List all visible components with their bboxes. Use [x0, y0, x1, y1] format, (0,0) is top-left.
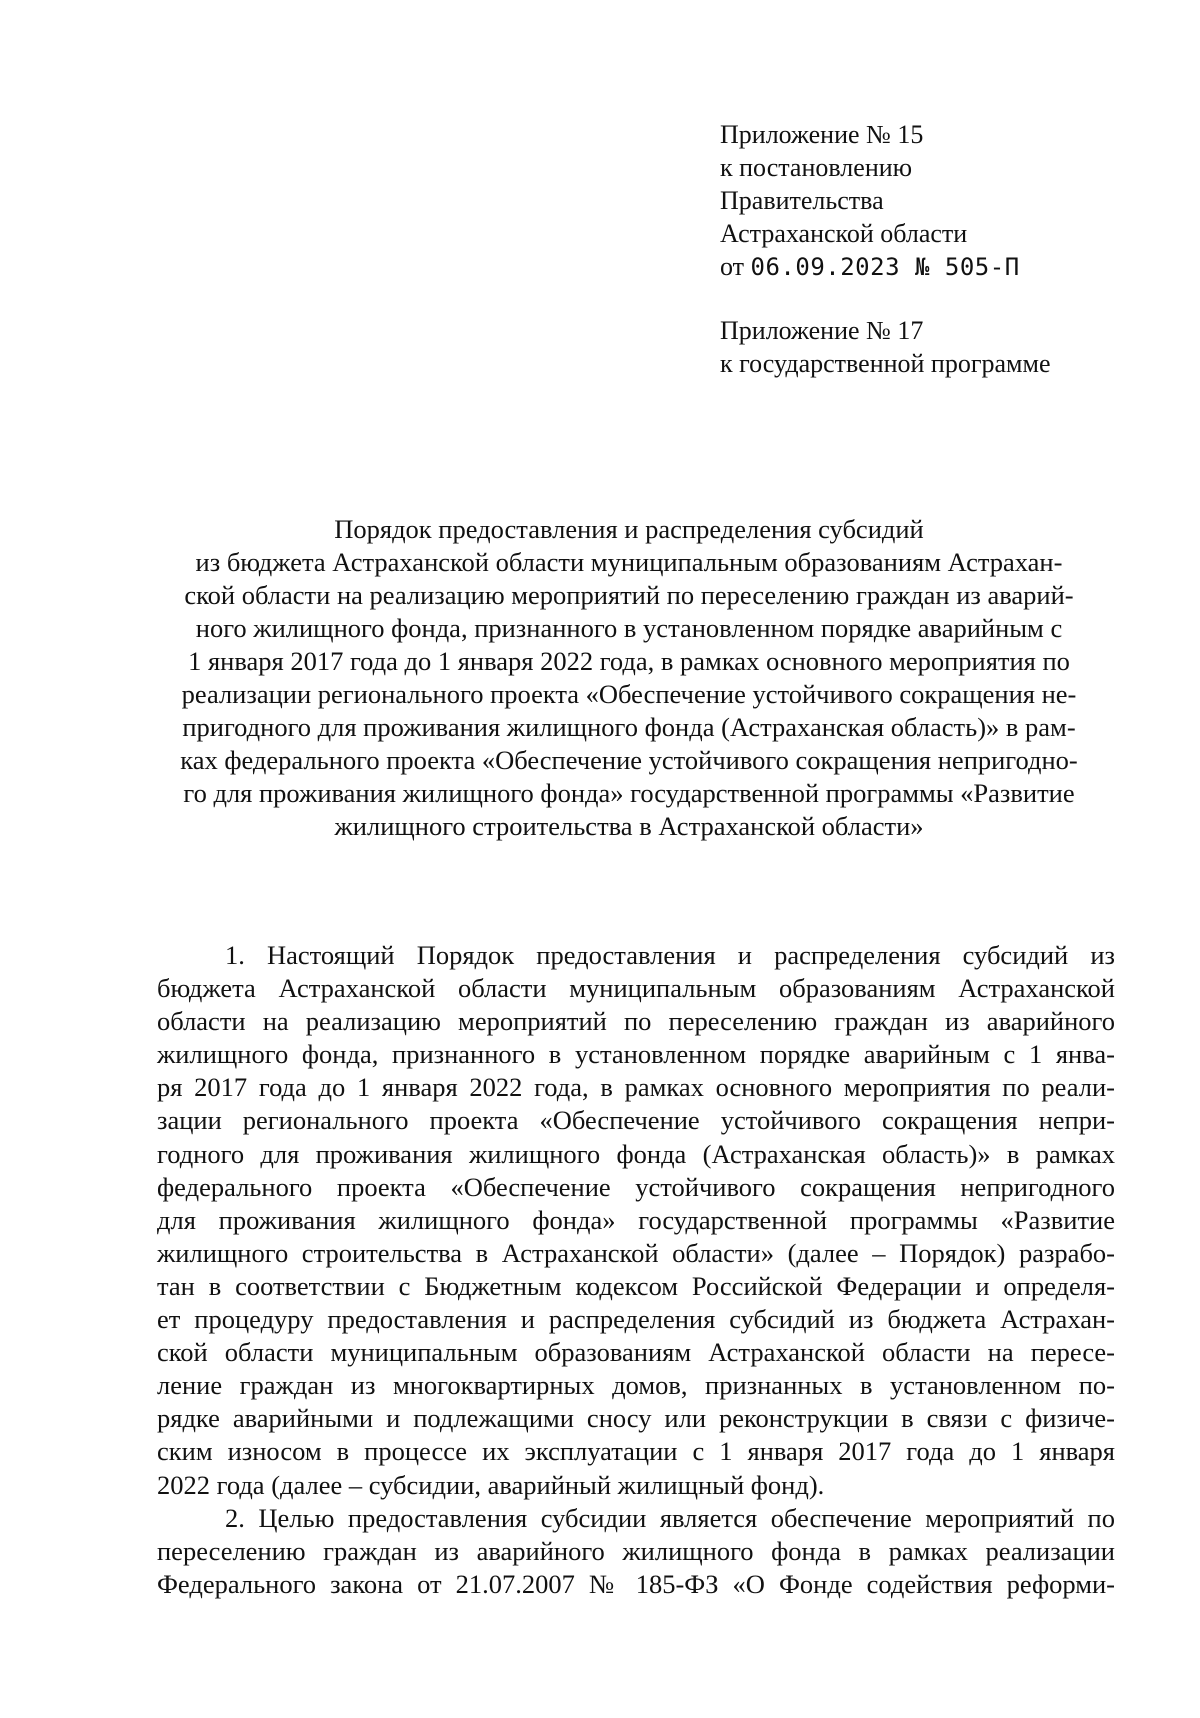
title-line: го для проживания жилищного фонда» государственной программы «Развитие — [183, 778, 1075, 808]
title-line: ного жилищного фонда, признанного в установленном порядке аварийным с — [195, 613, 1063, 643]
program-reference: к государственной программе — [720, 349, 1051, 378]
paragraph-1-line: ской области муниципальным образованиям Астраханской области на пересе- — [157, 1337, 1115, 1368]
program-appendix-number: Приложение № 17 — [720, 316, 924, 345]
paragraph-1-line: федерального проекта «Обеспечение устойчивого сокращения непригодного — [157, 1171, 1115, 1202]
paragraph-1-line: тан в соответствии с Бюджетным кодексом Российской Федерации и определя- — [157, 1270, 1115, 1301]
resolution-number: 505-П — [944, 253, 1020, 281]
number-sign: № — [900, 253, 945, 281]
paragraph-1-line: зации регионального проекта «Обеспечение устойчивого сокращения непри- — [157, 1105, 1115, 1136]
program-appendix-block — [720, 314, 1160, 380]
document-title — [150, 513, 1108, 843]
government-reference: Правительства — [720, 186, 884, 215]
paragraph-1-line: рядке аварийными и подлежащими сносу или реконструкции в связи с физиче- — [157, 1403, 1115, 1434]
paragraph-2-line: 2. Целью предоставления субсидии является обеспечение мероприятий по — [225, 1502, 1115, 1533]
paragraph-1-line: жилищного фонда, признанного в установленном порядке аварийным с 1 янва- — [157, 1039, 1115, 1070]
title-line: из бюджета Астраханской области муниципальным образованиям Астрахан- — [195, 547, 1063, 577]
paragraph-1-line: бюджета Астраханской области муниципальным образованиям Астраханской — [157, 973, 1115, 1004]
paragraph-1-line: ет процедуру предоставления и распределения субсидий из бюджета Астрахан- — [157, 1304, 1115, 1335]
approval-stamp-block — [720, 118, 1160, 284]
date-prefix: от — [720, 252, 751, 281]
paragraph-2-line: переселению граждан из аварийного жилищного фонда в рамках реализации — [157, 1535, 1115, 1566]
paragraph-1-line: ление граждан из многоквартирных домов, признанных в установленном по- — [157, 1370, 1115, 1401]
paragraph-1-line: жилищного строительства в Астраханской области» (далее – Порядок) разрабо- — [157, 1237, 1115, 1268]
paragraph-1-line: области на реализацию мероприятий по переселению граждан из аварийного — [157, 1006, 1115, 1037]
title-line: пригодного для проживания жилищного фонда (Астраханская область)» в рам- — [182, 712, 1076, 742]
title-line: 1 января 2017 года до 1 января 2022 года, в рамках основного мероприятия по — [188, 646, 1070, 676]
paragraph-2-line: Федерального закона от 21.07.2007 № 185-ФЗ «О Фонде содействия реформи- — [157, 1568, 1115, 1599]
title-line: жилищного строительства в Астраханской области» — [334, 811, 924, 841]
paragraph-1-line: годного для проживания жилищного фонда (Астраханская область)» в рамках — [157, 1138, 1115, 1169]
resolution-date-line — [720, 250, 1160, 284]
paragraph-1-line: для проживания жилищного фонда» государственной программы «Развитие — [157, 1204, 1115, 1235]
resolution-reference: к постановлению — [720, 153, 913, 182]
region-reference: Астраханской области — [720, 219, 968, 248]
title-line: реализации регионального проекта «Обеспечение устойчивого сокращения не- — [181, 679, 1077, 709]
title-line: Порядок предоставления и распределения субсидий — [334, 514, 924, 544]
paragraph-1-line: 1. Настоящий Порядок предоставления и распределения субсидий из — [225, 940, 1115, 970]
paragraph-1-line: ря 2017 года до 1 января 2022 года, в рамках основного мероприятия по реали- — [157, 1072, 1115, 1103]
title-line: ской области на реализацию мероприятий по переселению граждан из аварий- — [184, 580, 1074, 610]
paragraph-1-line: 2022 года (далее – субсидии, аварийный жилищный фонд). — [157, 1469, 825, 1500]
paragraph-1-line: ским износом в процессе их эксплуатации с 1 января 2017 года до 1 января — [157, 1436, 1115, 1467]
resolution-date: 06.09.2023 — [750, 253, 901, 281]
title-line: ках федерального проекта «Обеспечение устойчивого сокращения непригодно- — [180, 745, 1078, 775]
appendix-number: Приложение № 15 — [720, 120, 924, 149]
document-body — [157, 939, 1115, 1601]
